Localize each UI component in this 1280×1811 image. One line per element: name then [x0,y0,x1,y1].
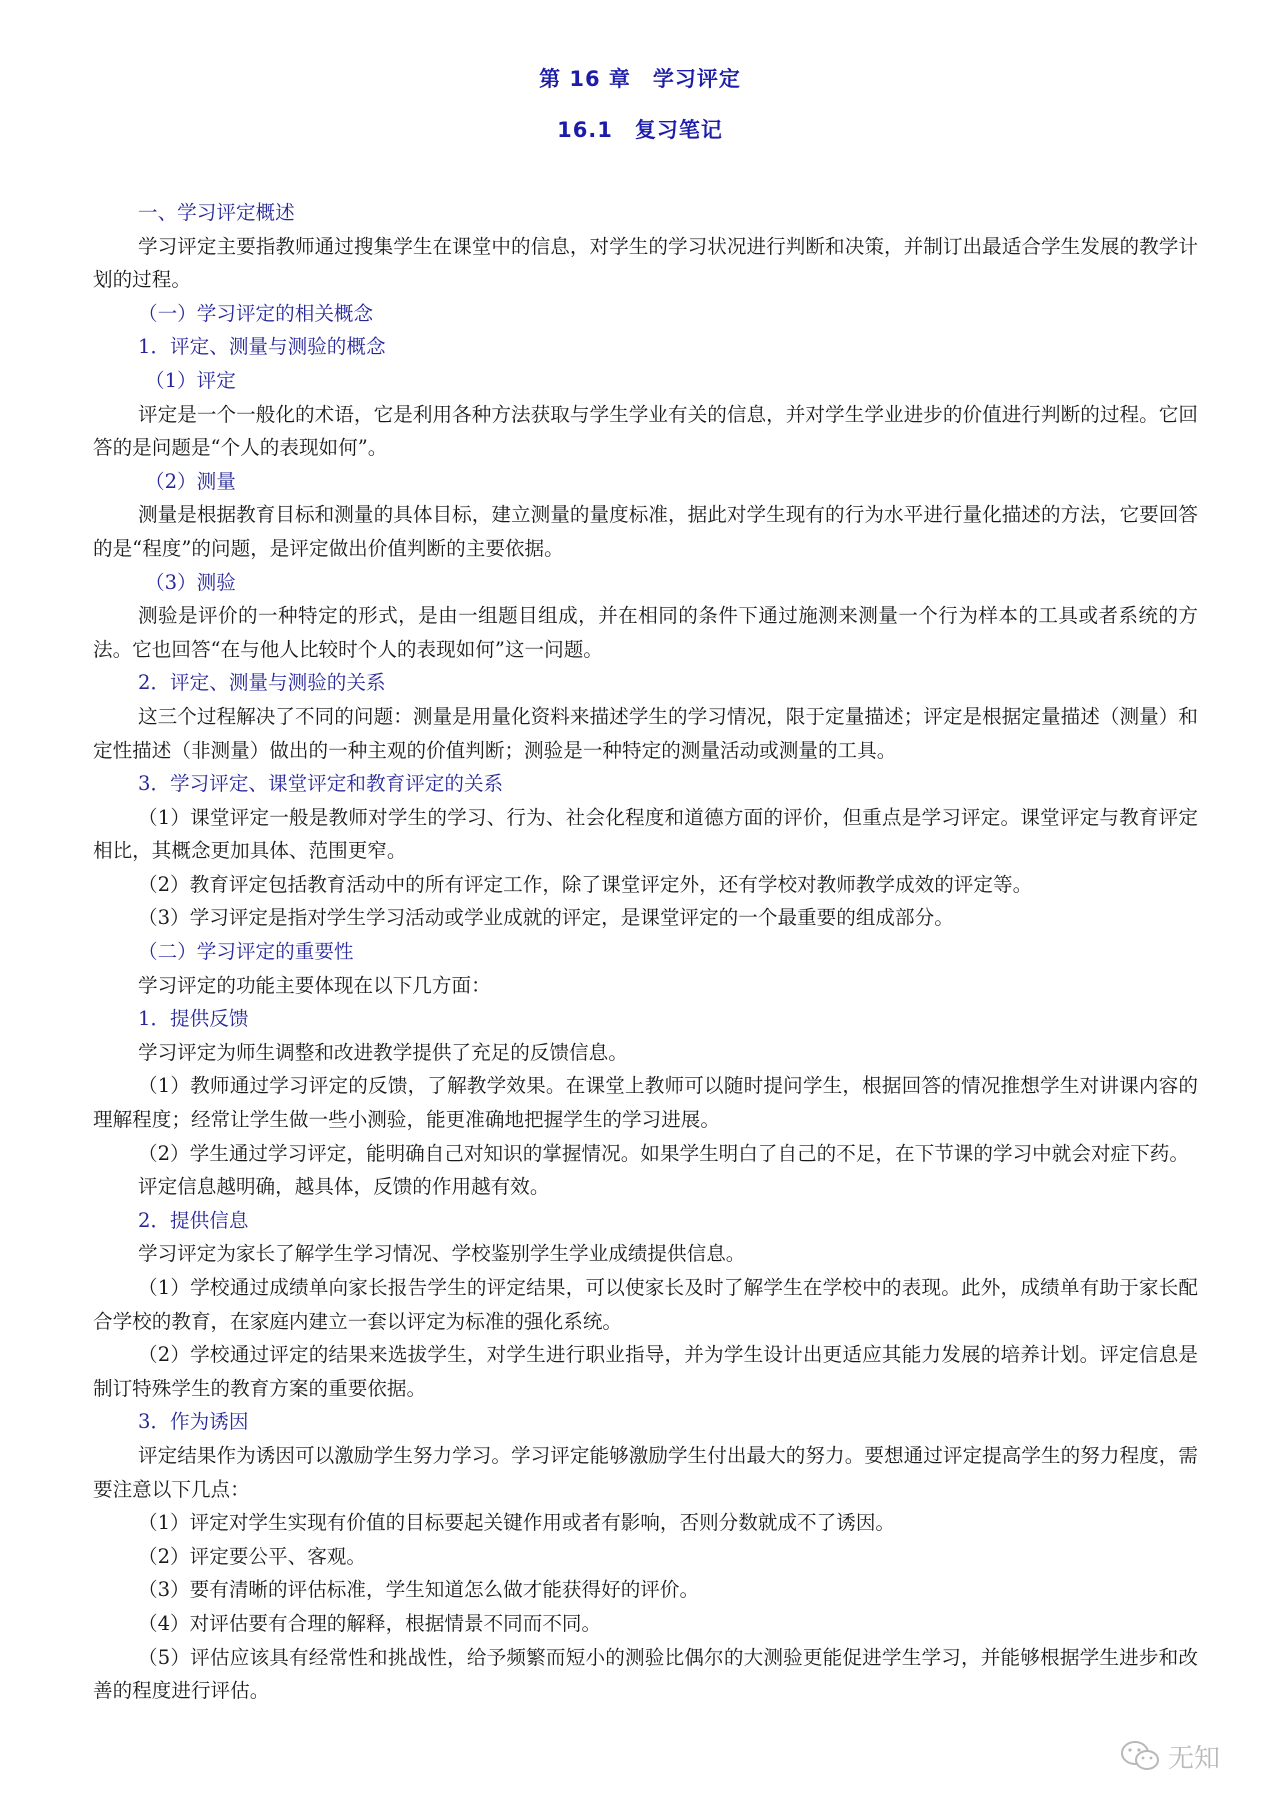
body-paragraph: （2）教育评定包括教育活动中的所有评定工作，除了课堂评定外，还有学校对教师教学成效的评定等。 [138,872,1033,896]
subsection-heading: 3．学习评定、课堂评定和教育评定的关系 [138,772,504,796]
body-paragraph: （1）评定对学生实现有价值的目标要起关键作用或者有影响，否则分数就成不了诱因。 [138,1511,896,1535]
watermark-text: 无知 [1168,1743,1221,1774]
body-paragraph: 评定是一个一般化的术语，它是利用各种方法获取与学生学业有关的信息，并对学生学业进步的价值进行判断的过程。它回答的是问题是“个人的表现如何”。 [93,402,1198,460]
section-title: 16.1 复习笔记 [557,118,723,142]
body-paragraph: （1）学校通过成绩单向家长报告学生的评定结果，可以使家长及时了解学生在学校中的表现。此外，成绩单有助于家长配合学校的教育，在家庭内建立一套以评定为标准的强化系统。 [93,1276,1198,1333]
body-paragraph: 测量是根据教育目标和测量的具体目标，建立测量的量度标准，据此对学生现有的行为水平进行量化描述的方法，它要回答的是“程度”的问题，是评定做出价值判断的主要依据。 [93,503,1198,560]
body-paragraph: 学习评定为家长了解学生学习情况、学校鉴别学生学业成绩提供信息。 [138,1242,746,1266]
document-body [93,196,1198,1708]
subsection-heading: （二）学习评定的重要性 [138,940,354,964]
body-paragraph: （2）学校通过评定的结果来选拔学生，对学生进行职业指导，并为学生设计出更适应其能力发展的培养计划。评定信息是制订特殊学生的教育方案的重要依据。 [93,1343,1198,1400]
body-paragraph: （3）学习评定是指对学生学习活动或学业成就的评定，是课堂评定的一个最重要的组成部分。 [138,906,954,930]
body-paragraph: （1）教师通过学习评定的反馈，了解教学效果。在课堂上教师可以随时提问学生，根据回答的情况推想学生对讲课内容的理解程度；经常让学生做一些小测验，能更准确地把握学生的学习进展。 [93,1074,1198,1132]
body-paragraph: （2）学生通过学习评定，能明确自己对知识的掌握情况。如果学生明白了自己的不足，在下节课的学习中就会对症下药。 [138,1141,1189,1165]
body-paragraph: （4）对评估要有合理的解释，根据情景不同而不同。 [138,1611,602,1635]
body-paragraph: 测验是评价的一种特定的形式，是由一组题目组成，并在相同的条件下通过施测来测量一个行为样本的工具或者系统的方法。它也回答“在与他人比较时个人的表现如何”这一问题。 [93,604,1198,661]
body-paragraph: 学习评定为师生调整和改进教学提供了充足的反馈信息。 [138,1040,628,1064]
body-paragraph: 学习评定主要指教师通过搜集学生在课堂中的信息，对学生的学习状况进行判断和决策，并制订出最适合学生发展的教学计划的过程。 [93,234,1198,292]
subsection-heading: 3．作为诱因 [138,1410,249,1434]
subsection-heading: 1．提供反馈 [138,1007,249,1031]
body-paragraph: 评定结果作为诱因可以激励学生努力学习。学习评定能够激励学生付出最大的努力。要想通过评定提高学生的努力程度，需要注意以下几点： [93,1443,1198,1501]
item-heading: （1）评定 [145,368,236,392]
subsection-heading: 2．评定、测量与测验的关系 [138,671,386,695]
body-paragraph: （3）要有清晰的评估标准，学生知道怎么做才能获得好的评价。 [138,1578,700,1602]
body-paragraph: 学习评定的功能主要体现在以下几方面： [138,973,491,997]
body-paragraph: （5）评估应该具有经常性和挑战性，给予频繁而短小的测验比偶尔的大测验更能促进学生学习，并能够根据学生进步和改善的程度进行评估。 [93,1645,1198,1703]
body-paragraph: 这三个过程解决了不同的问题：测量是用量化资料来描述学生的学习情况，限于定量描述；评定是根据定量描述（测量）和定性描述（非测量）做出的一种主观的价值判断；测验是一种特定的测量活动或测量的工具。 [93,704,1198,762]
item-heading: （3）测验 [145,570,236,594]
watermark [1120,1738,1220,1774]
subsection-heading: 2．提供信息 [138,1208,249,1232]
section-heading: 一、学习评定概述 [138,201,295,224]
body-paragraph: 评定信息越明确，越具体，反馈的作用越有效。 [138,1175,550,1199]
chapter-title: 第 16 章 学习评定 [539,67,741,91]
subsection-heading: （一）学习评定的相关概念 [138,301,374,325]
body-paragraph: （2）评定要公平、客观。 [138,1544,366,1568]
body-paragraph: （1）课堂评定一般是教师对学生的学习、行为、社会化程度和道德方面的评价，但重点是学习评定。课堂评定与教育评定相比，其概念更加具体、范围更窄。 [93,805,1198,863]
wechat-icon [1120,1739,1160,1773]
item-heading: （2）测量 [145,469,236,493]
subsection-heading: 1．评定、测量与测验的概念 [138,335,386,359]
